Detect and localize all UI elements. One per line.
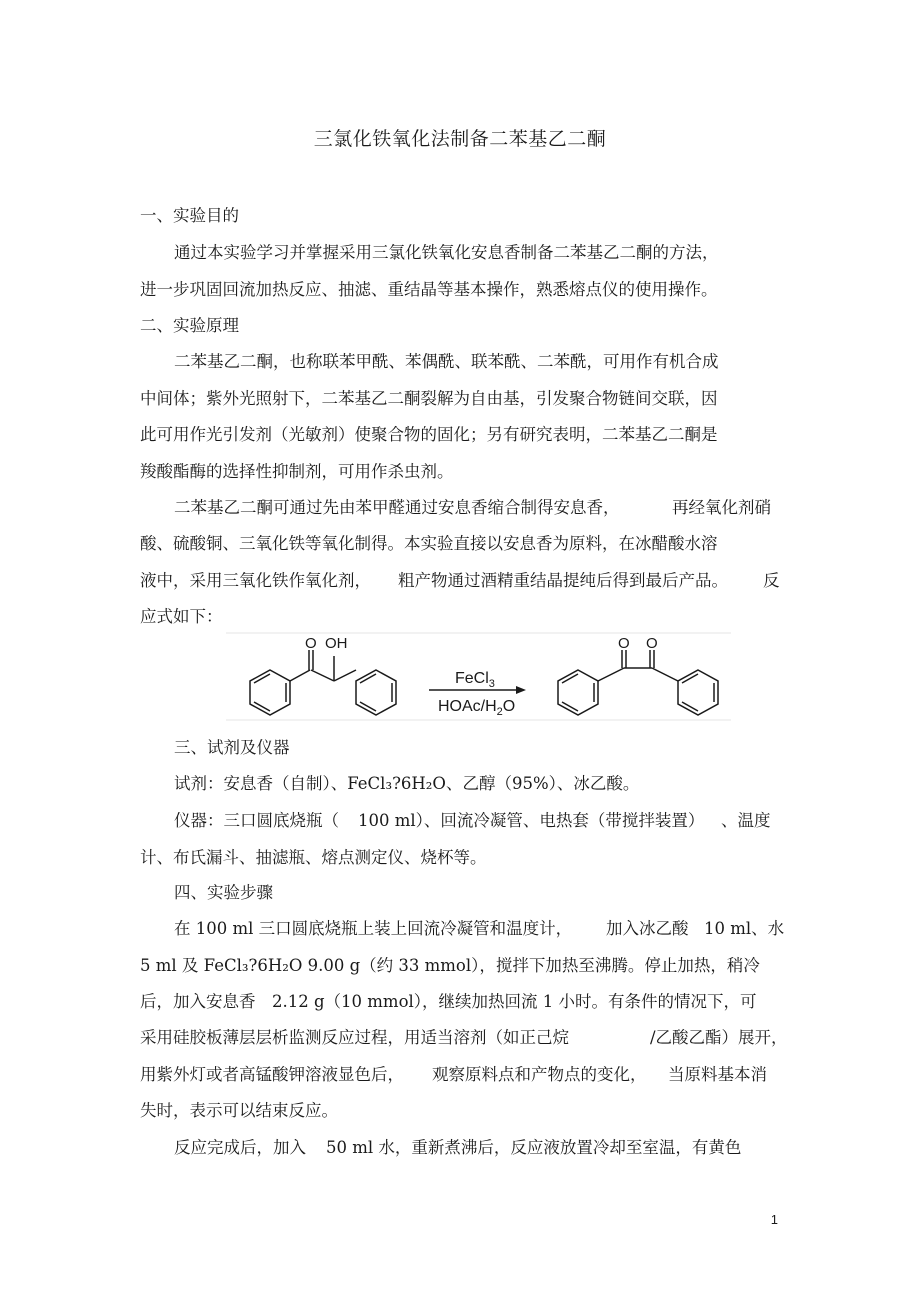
- paragraph-line: 二苯基乙二酮，也称联苯甲酰、苯偶酰、联苯酰、二苯酰，可用作有机合成: [174, 352, 719, 371]
- product-carbonyl-o2: O: [646, 635, 658, 652]
- benzene-ring: [250, 670, 290, 715]
- paragraph-line: 再经氧化剂硝: [672, 498, 771, 517]
- procedure-line: 当原料基本消: [668, 1065, 767, 1084]
- instruments-line: 、温度: [721, 811, 771, 830]
- product-carbonyl-o1: O: [618, 635, 630, 652]
- instruments-line: 仪器：三口圆底烧瓶（: [174, 811, 339, 830]
- document-title: 三氯化铁氧化法制备二苯基乙二酮: [313, 128, 607, 150]
- reagent-fecl3: FeCl$_3$: [455, 670, 495, 690]
- paragraph-line: 进一步巩固回流加热反应、抽滤、重结晶等基本操作，熟悉熔点仪的使用操作。: [140, 280, 718, 299]
- paragraph-line: 酸、硫酸铜、三氧化铁等氧化制得。本实验直接以安息香为原料，在冰醋酸水溶: [140, 534, 718, 553]
- procedure-line: 采用硅胶板薄层层析监测反应过程，用适当溶剂（如正己烷: [140, 1028, 569, 1047]
- paragraph-line: 应式如下：: [140, 607, 223, 626]
- procedure-line: 加入冰乙酸: [606, 919, 689, 938]
- paragraph-line: 此可用作光引发剂（光敏剂）使聚合物的固化；另有研究表明，二苯基乙二酮是: [140, 425, 718, 444]
- section-heading-reagents: 三、试剂及仪器: [174, 738, 290, 757]
- paragraph-line: 羧酸酯酶的选择性抑制剂，可用作杀虫剂。: [140, 462, 454, 481]
- section-heading-principle: 二、实验原理: [140, 316, 239, 335]
- benzene-ring: [356, 670, 396, 715]
- page-number: 1: [770, 1212, 778, 1227]
- reactant-carbonyl-o: O: [305, 635, 317, 652]
- paragraph-line: 粗产物通过酒精重结晶提纯后得到最后产品。: [398, 571, 728, 590]
- section-heading-procedure: 四、实验步骤: [174, 883, 273, 902]
- paragraph-line: 反: [763, 571, 780, 590]
- procedure-line: 10 ml、水: [704, 919, 785, 938]
- benzene-ring: [678, 670, 718, 715]
- benzene-ring: [558, 670, 598, 715]
- reactant-hydroxyl: OH: [325, 635, 348, 652]
- procedure-line: 反应完成后，加入: [174, 1138, 306, 1157]
- procedure-line: 50 ml 水，重新煮沸后，反应液放置冷却至室温，有黄色: [326, 1138, 742, 1157]
- reagents-line: 试剂：安息香（自制）、FeCl₃?6H₂O、乙醇（95%）、冰乙酸。: [174, 774, 640, 793]
- paragraph-line: 通过本实验学习并掌握采用三氯化铁氧化安息香制备二苯基乙二酮的方法，: [174, 243, 719, 262]
- procedure-line: 后，加入安息香: [140, 992, 256, 1011]
- instruments-line: 100 ml）、回流冷凝管、电热套（带搅拌装置）: [358, 811, 705, 830]
- procedure-line: 2.12 g（10 mmol），继续加热回流 1 小时。有条件的情况下，可: [272, 992, 757, 1011]
- procedure-line: 失时，表示可以结束反应。: [140, 1101, 338, 1120]
- procedure-line: 用紫外灯或者高锰酸钾溶液显色后，: [140, 1065, 404, 1084]
- instruments-line: 计、布氏漏斗、抽滤瓶、熔点测定仪、烧杯等。: [140, 848, 487, 867]
- paragraph-line: 二苯基乙二酮可通过先由苯甲醛通过安息香缩合制得安息香，: [174, 498, 620, 517]
- procedure-line: 5 ml 及 FeCl₃?6H₂O 9.00 g（约 33 mmol），搅拌下加热至沸腾。停止加热，稍冷: [140, 956, 760, 975]
- reagent-solvent: HOAc/$H_2O$: [438, 698, 516, 718]
- paragraph-line: 中间体；紫外光照射下，二苯基乙二酮裂解为自由基，引发聚合物链间交联，因: [140, 389, 718, 408]
- procedure-line: 观察原料点和产物点的变化，: [432, 1065, 647, 1084]
- procedure-line: 在 100 ml 三口圆底烧瓶上装上回流冷凝管和温度计，: [174, 919, 573, 938]
- reaction-scheme: [226, 630, 736, 725]
- procedure-line: /乙酸乙酯）展开，: [650, 1028, 788, 1047]
- paragraph-line: 液中，采用三氧化铁作氧化剂，: [140, 571, 371, 590]
- arrow-head: [516, 686, 526, 694]
- section-heading-purpose: 一、实验目的: [140, 206, 239, 225]
